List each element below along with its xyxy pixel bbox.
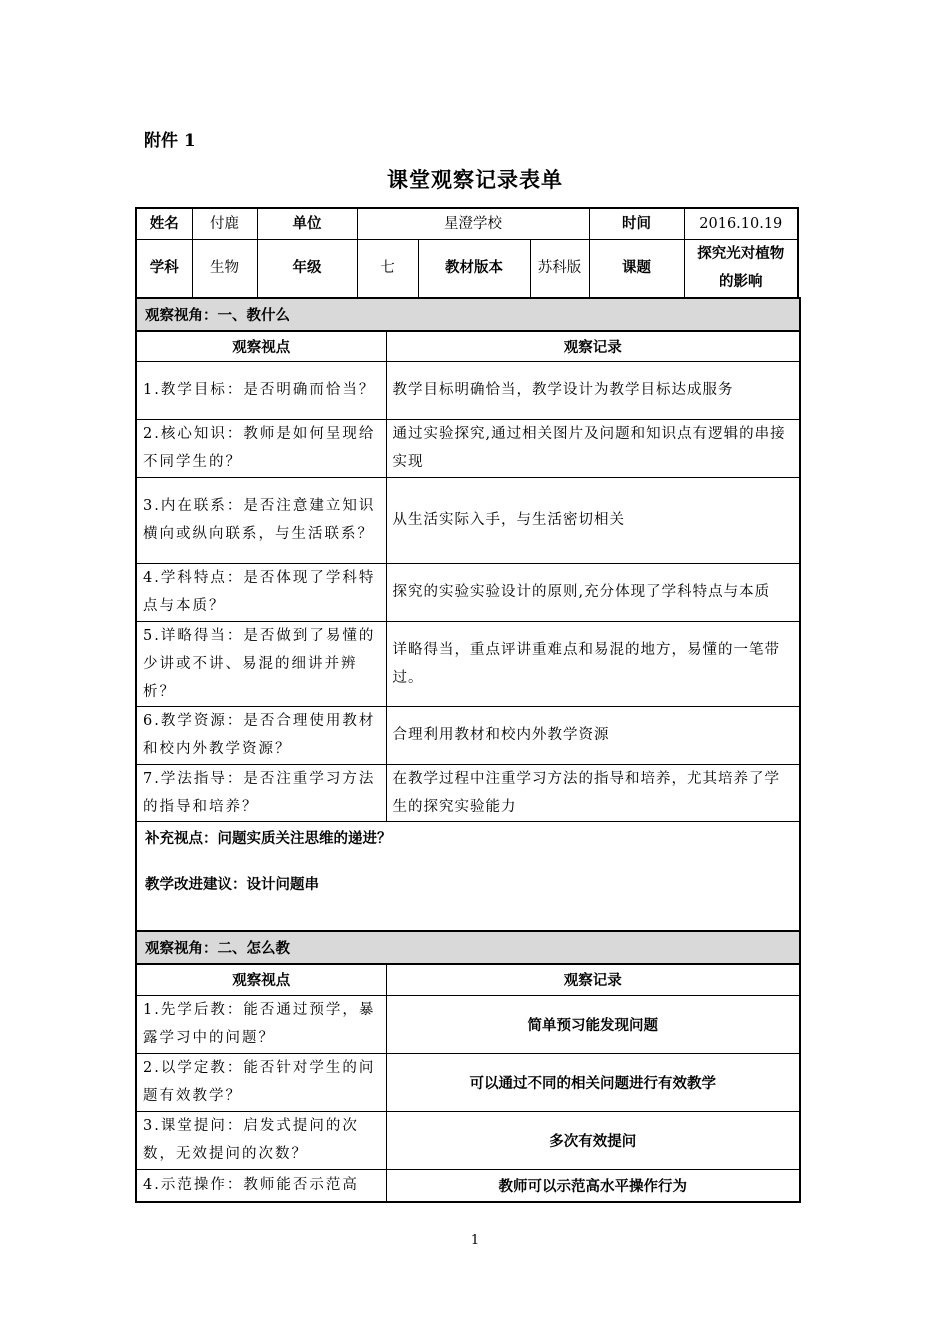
time-label: 时间 (589, 208, 684, 239)
observation-record: 通过实验探究,通过相关图片及问题和知识点有逻辑的串接实现 (386, 419, 800, 477)
observation-record: 探究的实验实验设计的原则,充分体现了学科特点与本质 (386, 563, 800, 621)
info-table (135, 207, 799, 299)
table-row (136, 1111, 800, 1169)
table-row (136, 764, 800, 821)
table-row (136, 563, 800, 621)
attachment-label: 附件 1 (144, 131, 196, 151)
subject-label: 学科 (136, 239, 192, 298)
observation-point: 6.教学资源：是否合理使用教材和校内外教学资源？ (136, 706, 386, 764)
section1-col-point: 观察视点 (136, 331, 386, 361)
table-row (136, 1169, 800, 1202)
supplement-text: 补充视点：问题实质关注思维的递进？ (145, 829, 392, 847)
observation-record: 在教学过程中注重学习方法的指导和培养，尤其培养了学生的探究实验能力 (386, 764, 800, 821)
observation-point: 4.示范操作：教师能否示范高 (136, 1169, 386, 1202)
section2-heading: 观察视角：二、怎么教 (136, 931, 800, 964)
time-value: 2016.10.19 (684, 208, 798, 239)
observation-point: 3.课堂提问：启发式提问的次数，无效提问的次数？ (136, 1111, 386, 1169)
section1-col-record: 观察记录 (386, 331, 800, 361)
topic-label: 课题 (589, 239, 684, 298)
section1-heading: 观察视角：一、教什么 (136, 298, 800, 331)
unit-value: 星澄学校 (357, 208, 589, 239)
observation-point: 2.以学定教：能否针对学生的问题有效教学？ (136, 1053, 386, 1111)
edition-label: 教材版本 (418, 239, 530, 298)
improvement-suggestion: 教学改进建议：设计问题串 (145, 875, 319, 893)
observation-record: 教师可以示范高水平操作行为 (386, 1169, 800, 1202)
section2-col-point: 观察视点 (136, 964, 386, 995)
name-label: 姓名 (136, 208, 192, 239)
page-title: 课堂观察记录表单 (387, 167, 563, 192)
table-row (136, 621, 800, 706)
observation-record: 多次有效提问 (386, 1111, 800, 1169)
observation-point: 1.教学目标：是否明确而恰当？ (136, 361, 386, 419)
supplement-cell (136, 821, 800, 933)
observation-point: 7.学法指导：是否注重学习方法的指导和培养？ (136, 764, 386, 821)
edition-value: 苏科版 (530, 239, 589, 298)
name-value: 付鹿 (192, 208, 257, 239)
subject-value: 生物 (192, 239, 257, 298)
observation-record: 合理利用教材和校内外教学资源 (386, 706, 800, 764)
topic-value: 探究光对植物的影响 (684, 239, 798, 298)
page-number: 1 (470, 1233, 480, 1248)
grade-value: 七 (357, 239, 418, 298)
observation-record: 简单预习能发现问题 (386, 995, 800, 1053)
observation-point: 5.详略得当：是否做到了易懂的少讲或不讲、易混的细讲并辨析？ (136, 621, 386, 706)
table-row (136, 706, 800, 764)
observation-record: 教学目标明确恰当，教学设计为教学目标达成服务 (386, 361, 800, 419)
observation-record: 详略得当，重点评讲重难点和易混的地方，易懂的一笔带过。 (386, 621, 800, 706)
section1-table (135, 297, 801, 934)
observation-record: 可以通过不同的相关问题进行有效教学 (386, 1053, 800, 1111)
observation-point: 1.先学后教：能否通过预学，暴露学习中的问题？ (136, 995, 386, 1053)
grade-label: 年级 (257, 239, 357, 298)
section2-table (135, 930, 801, 1203)
observation-point: 4.学科特点：是否体现了学科特点与本质？ (136, 563, 386, 621)
observation-point: 2.核心知识：教师是如何呈现给不同学生的？ (136, 419, 386, 477)
section2-col-record: 观察记录 (386, 964, 800, 995)
table-row (136, 477, 800, 563)
table-row (136, 419, 800, 477)
table-row (136, 995, 800, 1053)
observation-point: 3.内在联系：是否注意建立知识横向或纵向联系，与生活联系？ (136, 477, 386, 563)
observation-record: 从生活实际入手，与生活密切相关 (386, 477, 800, 563)
table-row (136, 1053, 800, 1111)
unit-label: 单位 (257, 208, 357, 239)
table-row (136, 361, 800, 419)
